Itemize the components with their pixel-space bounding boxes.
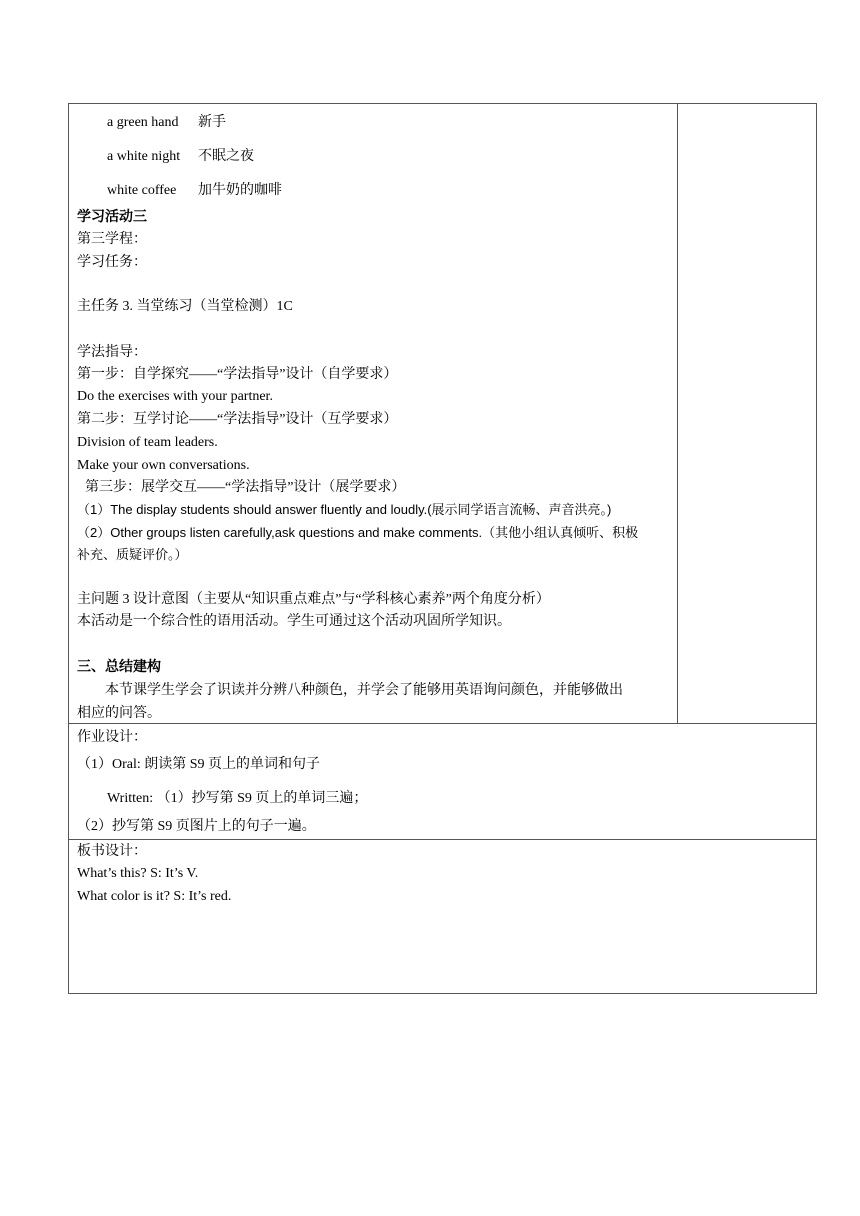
- row-divider-board: [68, 839, 817, 840]
- summary-line1: 本节课学生学会了识读并分辨八种颜色，并学会了能够用英语询问颜色，并能够做出: [105, 683, 623, 698]
- activity3-step3-item2b: 补充、质疑评价。）: [77, 547, 188, 562]
- activity3-guide-label: 学法指导：: [77, 345, 147, 360]
- activity3-heading: 学习活动三: [77, 210, 147, 225]
- homework-label: 作业设计：: [77, 730, 147, 745]
- activity3-step1-text: Do the exercises with your partner.: [77, 389, 273, 404]
- activity3-step2-text2: Make your own conversations.: [77, 458, 250, 473]
- activity3-step3-item1: （1）The display students should answer fluently and loudly.(展示同学语言流畅、声音洪亮。): [77, 502, 612, 517]
- summary-line2: 相应的问答。: [77, 706, 161, 721]
- board-label: 板书设计：: [77, 844, 147, 859]
- homework-item2: （2）抄写第 S9 页图片上的句子一遍。: [77, 819, 316, 834]
- activity3-step2-text1: Division of team leaders.: [77, 435, 218, 450]
- vocab-en-2: a white night: [107, 149, 181, 164]
- vocab-en-1: a green hand: [107, 115, 179, 130]
- homework-written: Written: （1）抄写第 S9 页上的单词三遍；: [107, 791, 368, 806]
- vocab-en-3: white coffee: [107, 183, 177, 198]
- activity3-step3: 第三步：展学交互——“学法指导”设计（展学要求）: [85, 480, 406, 495]
- vocab-zh-1: 新手: [198, 115, 226, 130]
- summary-heading: 三、总结建构: [77, 660, 161, 675]
- board-line1: What’s this? S: It’s V.: [77, 866, 199, 881]
- board-line2: What color is it? S: It’s red.: [77, 889, 232, 904]
- activity3-stage: 第三学程：: [77, 232, 147, 247]
- row-divider-homework: [68, 723, 817, 724]
- activity3-step3-item2a: （2）Other groups listen carefully,ask questions and make comments.（其他小组认真倾听、积极: [77, 525, 639, 540]
- activity3-design-intent: 主问题 3 设计意图（主要从“知识重点难点”与“学科核心素养”两个角度分析）: [77, 592, 550, 607]
- homework-oral: （1）Oral: 朗读第 S9 页上的单词和句子: [77, 757, 321, 772]
- vocab-zh-3: 加牛奶的咖啡: [198, 183, 282, 198]
- activity3-step1: 第一步：自学探究——“学法指导”设计（自学要求）: [77, 367, 398, 382]
- column-divider: [677, 103, 678, 723]
- activity3-main-task: 主任务 3. 当堂练习（当堂检测）1C: [77, 299, 293, 314]
- activity3-design-text: 本活动是一个综合性的语用活动。学生可通过这个活动巩固所学知识。: [77, 614, 511, 629]
- activity3-task-label: 学习任务：: [77, 255, 147, 270]
- activity3-step2: 第二步：互学讨论——“学法指导”设计（互学要求）: [77, 412, 398, 427]
- vocab-zh-2: 不眠之夜: [198, 149, 254, 164]
